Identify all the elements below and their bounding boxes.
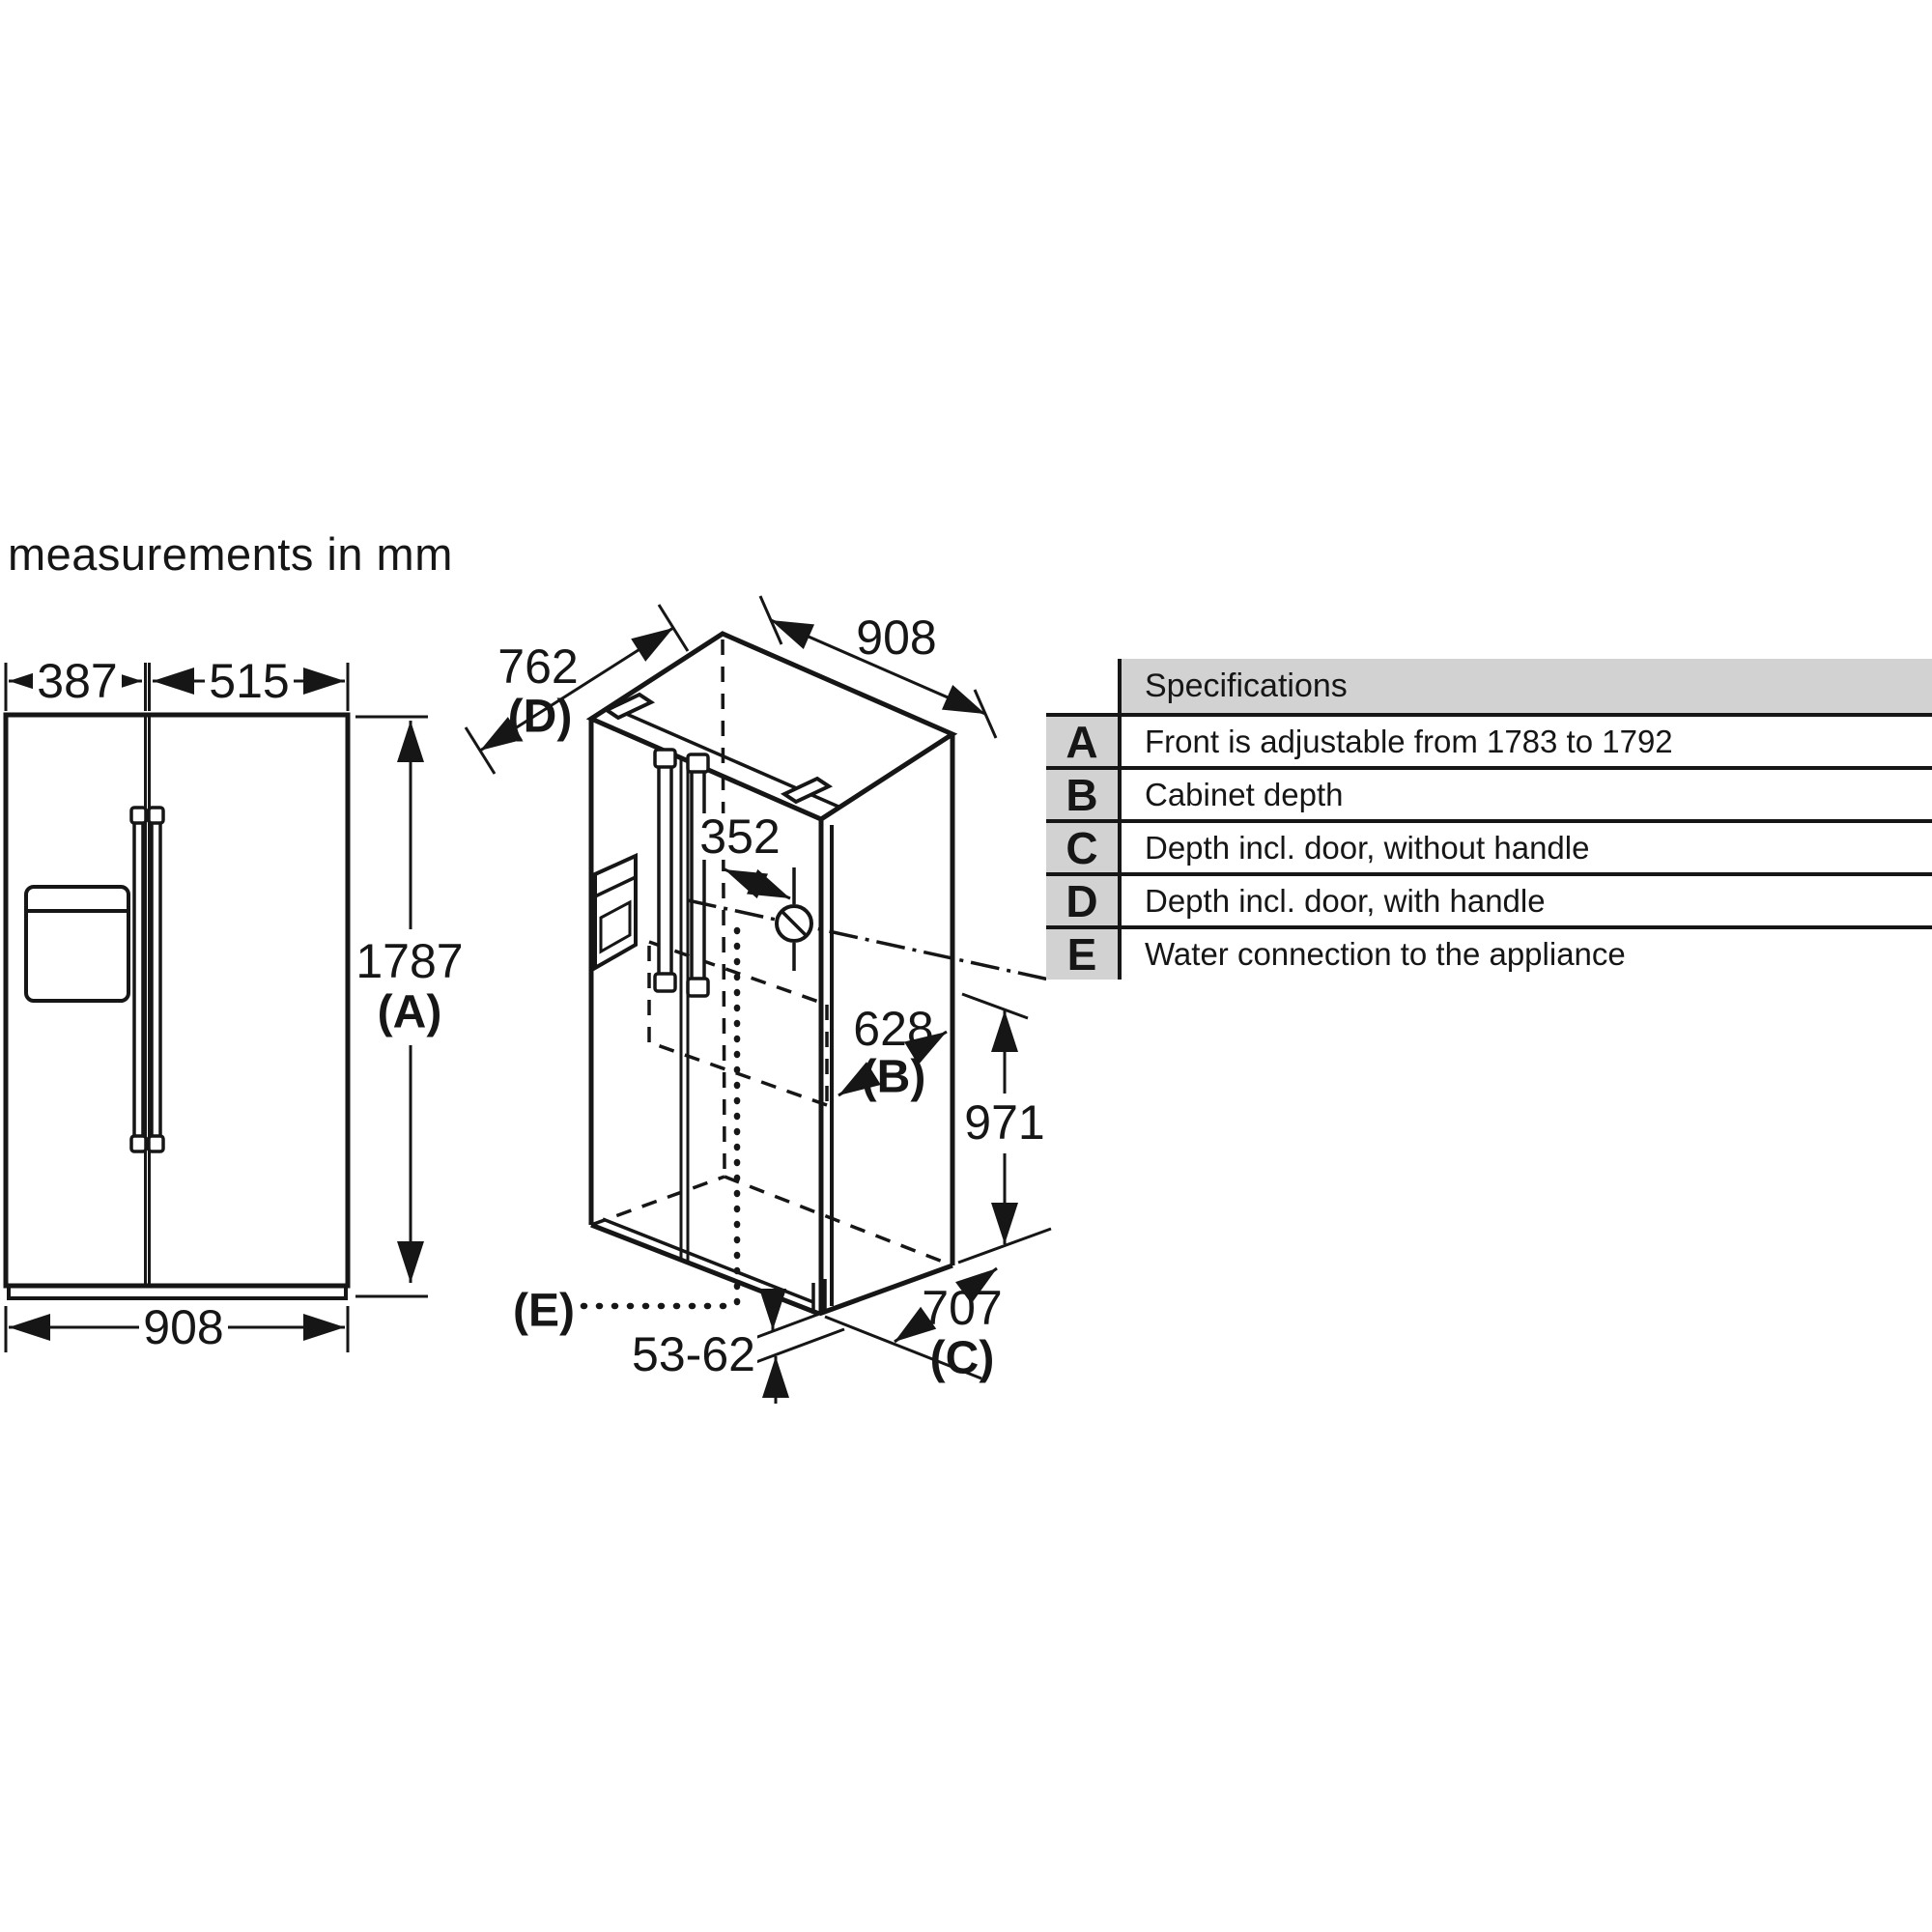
specifications-table <box>1046 659 1932 980</box>
dim-base-height: 53-62 <box>632 1327 755 1381</box>
dim-depth-without-handle-key: (C) <box>929 1332 995 1384</box>
iso-water-connection <box>688 867 1049 980</box>
dim-depth-with-handle-key: (D) <box>507 691 573 743</box>
row-description: Depth incl. door, with handle <box>1118 876 1932 925</box>
dim-door-left-width: 387 <box>37 654 118 708</box>
front-plinth <box>9 1286 346 1298</box>
row-description: Water connection to the appliance <box>1118 929 1932 980</box>
dim-cabinet-depth-key: (B) <box>861 1051 926 1103</box>
table-header-row <box>1046 659 1932 717</box>
front-handles <box>131 808 163 1151</box>
front-dispenser <box>26 887 128 1001</box>
dim-water-height: 971 <box>964 1095 1045 1150</box>
table-row <box>1046 770 1932 823</box>
dim-depth-without-handle: 707 <box>922 1281 1003 1335</box>
dim-total-width: 908 <box>143 1300 224 1354</box>
row-key: B <box>1046 770 1118 819</box>
table-row <box>1046 823 1932 876</box>
dim-iso-width: 908 <box>856 611 937 665</box>
iso-hinge-left <box>607 695 651 718</box>
table-row <box>1046 929 1932 980</box>
table-row <box>1046 876 1932 929</box>
row-description: Depth incl. door, without handle <box>1118 823 1932 872</box>
row-key: E <box>1046 929 1118 980</box>
table-row <box>1046 717 1932 770</box>
front-view <box>6 654 464 1354</box>
dim-cabinet-depth: 628 <box>853 1002 934 1056</box>
iso-dispenser <box>595 856 636 968</box>
page-title: measurements in mm <box>8 528 453 580</box>
dim-depth-with-handle: 762 <box>497 639 579 694</box>
dim-height: 1787 <box>355 934 464 988</box>
row-description: Cabinet depth <box>1118 770 1932 819</box>
table-header-label: Specifications <box>1118 659 1932 713</box>
row-key: A <box>1046 717 1118 766</box>
dim-height-key: (A) <box>377 986 442 1038</box>
table-header-spacer <box>1046 659 1118 713</box>
row-key: C <box>1046 823 1118 872</box>
iso-view <box>466 596 1051 1404</box>
row-description: Front is adjustable from 1783 to 1792 <box>1118 717 1932 766</box>
label-water-connection: (E) <box>513 1285 575 1337</box>
row-key: D <box>1046 876 1118 925</box>
dim-door-right-width: 515 <box>209 654 290 708</box>
dim-water-offset: 352 <box>699 810 781 864</box>
